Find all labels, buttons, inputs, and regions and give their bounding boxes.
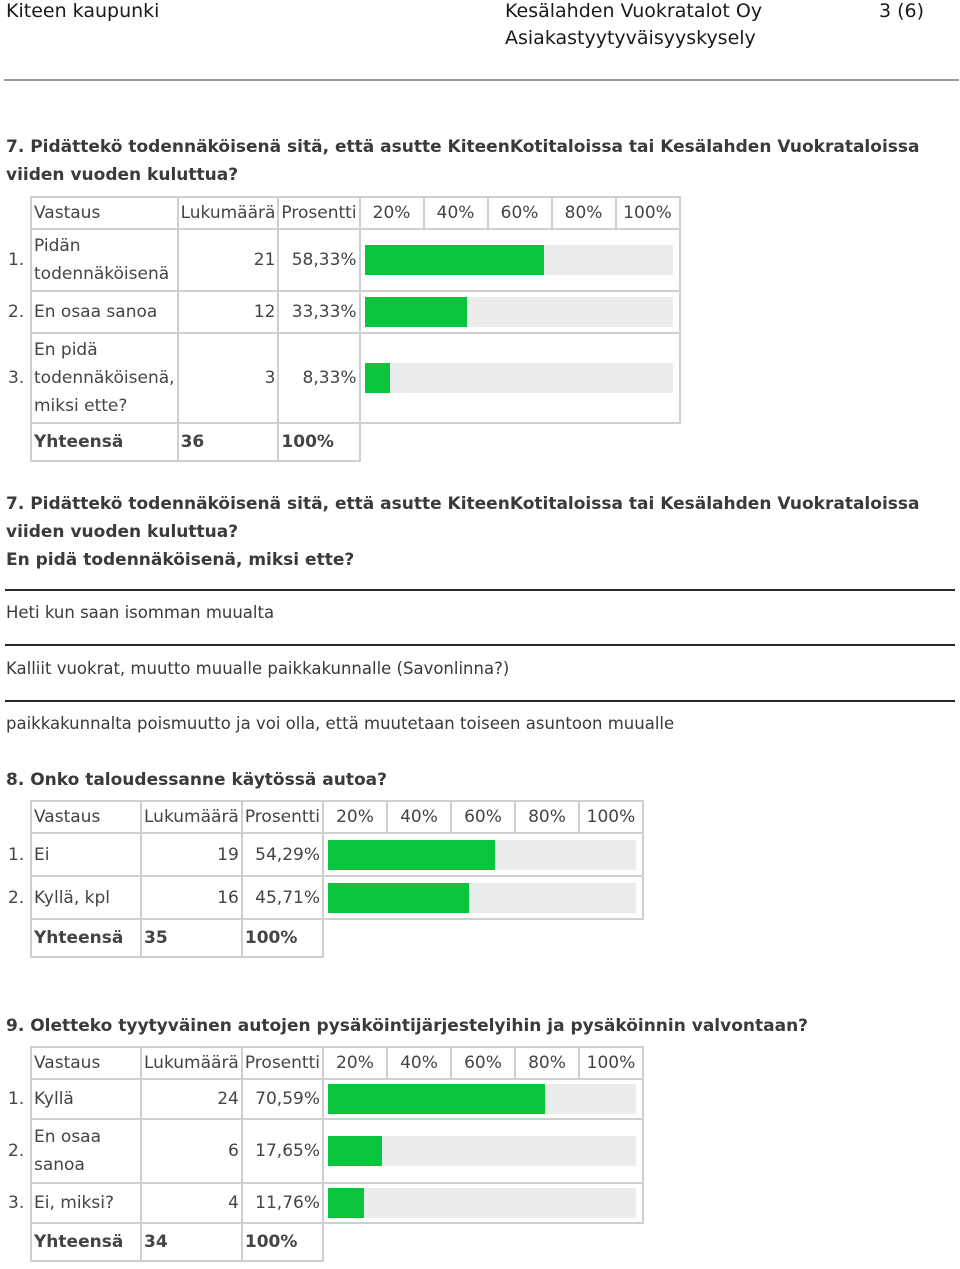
col-count: Lukumäärä	[178, 197, 279, 229]
scale-label: 100%	[579, 801, 643, 833]
row-number: 3.	[8, 1193, 25, 1213]
row-label: Kyllä	[31, 1079, 141, 1119]
row-number: 3.	[8, 368, 25, 388]
row-count: 3	[178, 333, 279, 423]
scale-label: 20%	[360, 197, 424, 229]
organization-name: Kiteen kaupunki	[6, 0, 160, 22]
col-count: Lukumäärä	[141, 1047, 242, 1079]
scale-label: 80%	[552, 197, 616, 229]
row-percent: 33,33%	[278, 291, 359, 333]
bar-fill	[328, 1136, 382, 1166]
row-percent: 8,33%	[278, 333, 359, 423]
q8-table	[6, 800, 644, 958]
col-answer: Vastaus	[31, 801, 141, 833]
table-total-row	[6, 919, 643, 957]
answer-divider	[5, 589, 955, 591]
table-row	[6, 1183, 643, 1223]
bar-track	[365, 245, 673, 275]
col-percent: Prosentti	[278, 197, 359, 229]
row-label: Pidän todennäköisenä	[31, 229, 178, 291]
q7-table	[6, 196, 681, 462]
total-count: 36	[178, 423, 279, 461]
bar-cell	[323, 1079, 643, 1119]
row-number: 1.	[8, 250, 25, 270]
document-title: Asiakastyytyväisyyskysely	[505, 27, 756, 49]
row-percent: 70,59%	[242, 1079, 323, 1119]
total-count: 34	[141, 1223, 242, 1261]
row-count: 21	[178, 229, 279, 291]
bar-track	[328, 1136, 636, 1166]
bar-fill	[328, 883, 469, 913]
bar-fill	[365, 363, 391, 393]
table-header-row	[6, 801, 643, 833]
row-percent: 58,33%	[278, 229, 359, 291]
col-count: Lukumäärä	[141, 801, 242, 833]
total-label: Yhteensä	[31, 919, 141, 957]
row-label: Ei	[31, 833, 141, 876]
scale-label: 40%	[387, 1047, 451, 1079]
row-percent: 45,71%	[242, 876, 323, 919]
row-label: En osaa sanoa	[31, 291, 178, 333]
bar-fill	[328, 1084, 545, 1114]
q7-open-title: 7. Pidättekö todennäköisenä sitä, että asutte KiteenKotitaloissa tai Kesälahden Vuokrataloissa viiden vuoden kuluttua?	[6, 494, 920, 542]
bar-cell	[360, 291, 680, 333]
bar-cell	[360, 229, 680, 291]
row-count: 16	[141, 876, 242, 919]
bar-cell	[323, 833, 643, 876]
row-percent: 17,65%	[242, 1119, 323, 1183]
row-number: 1.	[8, 844, 25, 865]
total-percent: 100%	[278, 423, 359, 461]
bar-cell	[323, 1183, 643, 1223]
scale-label: 60%	[451, 1047, 515, 1079]
bar-track	[365, 363, 673, 393]
table-header-row	[6, 197, 680, 229]
scale-label: 20%	[323, 1047, 387, 1079]
col-percent: Prosentti	[242, 1047, 323, 1079]
row-count: 12	[178, 291, 279, 333]
row-label: Ei, miksi?	[31, 1183, 141, 1223]
table-header-row	[6, 1047, 643, 1079]
header-divider	[4, 79, 959, 81]
scale-label: 20%	[323, 801, 387, 833]
row-label: En osaa sanoa	[31, 1119, 141, 1183]
bar-cell	[323, 876, 643, 919]
total-count: 35	[141, 919, 242, 957]
bar-track	[328, 1188, 636, 1218]
row-count: 6	[141, 1119, 242, 1183]
scale-label: 40%	[424, 197, 488, 229]
row-label: En pidä todennäköisenä, miksi ette?	[31, 333, 178, 423]
table-row	[6, 833, 643, 876]
row-number: 2.	[8, 302, 25, 322]
bar-cell	[360, 333, 680, 423]
col-percent: Prosentti	[242, 801, 323, 833]
scale-label: 60%	[488, 197, 552, 229]
row-count: 4	[141, 1183, 242, 1223]
total-label: Yhteensä	[31, 1223, 141, 1261]
row-count: 24	[141, 1079, 242, 1119]
open-answer: paikkakunnalta poismuutto ja voi olla, että muutetaan toiseen asuntoon muualle	[6, 714, 675, 733]
row-number: 2.	[8, 887, 25, 908]
bar-fill	[328, 1188, 364, 1218]
bar-track	[328, 883, 636, 913]
answer-divider	[5, 644, 955, 646]
page-number: 3 (6)	[879, 0, 925, 22]
page-header	[0, 0, 960, 80]
col-answer: Vastaus	[31, 197, 178, 229]
bar-fill	[365, 297, 468, 327]
scale-label: 60%	[451, 801, 515, 833]
q7-open-subtitle: En pidä todennäköisenä, miksi ette?	[6, 550, 355, 570]
table-row	[6, 229, 680, 291]
company-name: Kesälahden Vuokratalot Oy	[505, 0, 763, 22]
bar-cell	[323, 1119, 643, 1183]
scale-label: 80%	[515, 801, 579, 833]
scale-label: 80%	[515, 1047, 579, 1079]
q7-title: 7. Pidättekö todennäköisenä sitä, että asutte KiteenKotitaloissa tai Kesälahden Vuokrataloissa viiden vuoden kuluttua?	[6, 137, 920, 185]
open-answer: Kalliit vuokrat, muutto muualle paikkakunnalle (Savonlinna?)	[6, 659, 510, 678]
total-percent: 100%	[242, 919, 323, 957]
open-answer: Heti kun saan isomman muualta	[6, 603, 275, 622]
row-percent: 54,29%	[242, 833, 323, 876]
table-total-row	[6, 423, 680, 461]
bar-fill	[328, 840, 495, 870]
q8-title: 8. Onko taloudessanne käytössä autoa?	[6, 770, 387, 790]
row-label: Kyllä, kpl	[31, 876, 141, 919]
row-number: 1.	[8, 1089, 25, 1109]
bar-fill	[365, 245, 545, 275]
table-row	[6, 1119, 643, 1183]
total-label: Yhteensä	[31, 423, 178, 461]
q9-table	[6, 1046, 644, 1262]
table-row	[6, 876, 643, 919]
bar-track	[365, 297, 673, 327]
total-percent: 100%	[242, 1223, 323, 1261]
scale-label: 100%	[616, 197, 680, 229]
bar-track	[328, 1084, 636, 1114]
table-total-row	[6, 1223, 643, 1261]
table-row	[6, 291, 680, 333]
answer-divider	[5, 700, 955, 702]
table-row	[6, 1079, 643, 1119]
bar-track	[328, 840, 636, 870]
col-answer: Vastaus	[31, 1047, 141, 1079]
scale-label: 40%	[387, 801, 451, 833]
row-number: 2.	[8, 1141, 25, 1161]
q9-title: 9. Oletteko tyytyväinen autojen pysäköintijärjestelyihin ja pysäköinnin valvontaan?	[6, 1016, 809, 1036]
table-row	[6, 333, 680, 423]
row-percent: 11,76%	[242, 1183, 323, 1223]
row-count: 19	[141, 833, 242, 876]
scale-label: 100%	[579, 1047, 643, 1079]
